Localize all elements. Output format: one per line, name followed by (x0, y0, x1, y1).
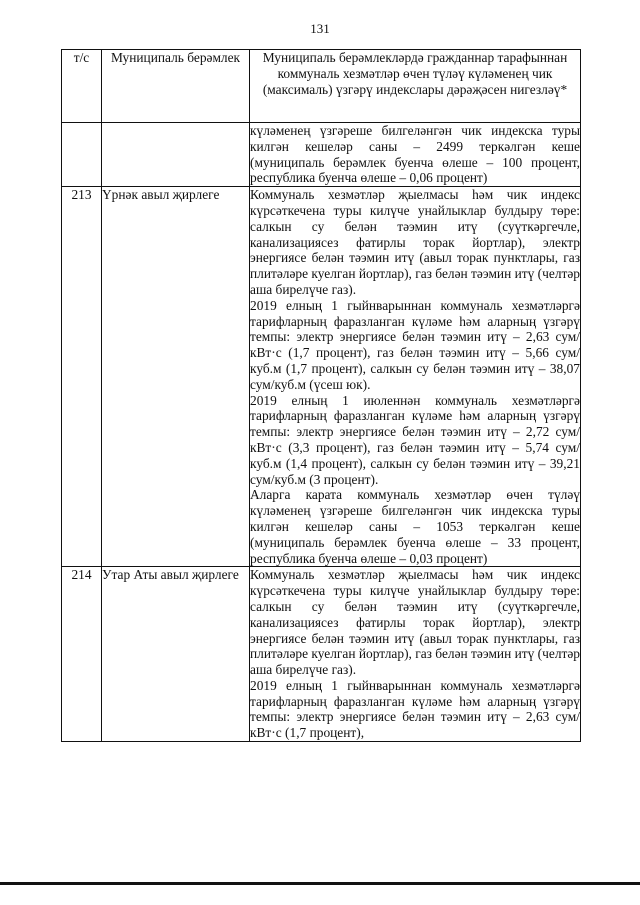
basis-paragraph: Аларга карата коммуналь хезмәтләр өчен түләү күләменең үзгәреше билгеләнгән чик индекска туры килгән кешеләр саны – 1053 теркәлгән кеше (муниципаль берәмлек буенча өлеше – 33 процент, республика буенча өлеше – 0,03 процент) (250, 487, 580, 566)
row-basis (250, 567, 581, 742)
row-municipality (102, 123, 250, 187)
basis-paragraph: 2019 елның 1 гыйнварыннан коммуналь хезмәтләргә тарифларның фаразланган күләме һәм аларның үзгәрү темпы: электр энергиясе белән тәэмин итү – 2,63 сум/кВт·с (1,7 процент), (250, 677, 580, 741)
table-header-row (62, 50, 581, 123)
basis-paragraph: 2019 елның 1 гыйнварыннан коммуналь хезмәтләргә тарифларның фаразланган күләме һәм аларның үзгәрү темпы: электр энергиясе белән тәэмин итү – 2,63 сум/кВт·с (1,7 процент), газ белән тәэмин итү – 5,66 сум/куб.м (1,7 процент), салкын су белән тәэмин итү – 38,07 сум/куб.м (үсеш юк). (250, 297, 580, 392)
page-number: 131 (310, 21, 330, 36)
table-row (62, 187, 581, 567)
row-number: 213 (62, 187, 102, 567)
table-row (62, 567, 581, 742)
basis-paragraph: күләменең үзгәреше билгеләнгән чик индекска туры килгән кешеләр саны – 2499 теркәлгән кеше (муниципаль берәмлек буенча өлеше – 100 процент, республика буенча өлеше – 0,06 процент) (250, 123, 580, 186)
header-basis: Муниципаль берәмлекләрдә гражданнар тарафыннан коммуналь хезмәтләр өчен түләү күләменең чик (максималь) үзгәрү индекслары дәрәҗәсен нигезләү* (250, 50, 581, 123)
bottom-border-line (0, 882, 640, 885)
row-basis (250, 187, 581, 567)
basis-paragraph: Коммуналь хезмәтләр җыелмасы һәм чик индекс күрсәткечена туры килүче унайлыклар булдыру төре: салкын су белән тәэмин итү (суүткәргечле, канализациясез фатирлы торак йортлар), электр энергиясе белән тәэмин итү (авыл торак пунктлары, газ плитәләре куелган йортлар), газ белән тәэмин итү (челтәр аша бирелүче газ). (250, 187, 580, 297)
row-number: 214 (62, 567, 102, 742)
basis-paragraph: 2019 елның 1 июленнән коммуналь хезмәтләргә тарифларның фаразланган күләме һәм аларның үзгәрү темпы: электр энергиясе белән тәэмин итү – 2,72 сум/кВт·с (3,3 процент), газ белән тәэмин итү – 5,74 сум/куб.м (1,4 процент), салкын су белән тәэмин итү – 39,21 сум/куб.м (3 процент). (250, 392, 580, 487)
basis-paragraph: Коммуналь хезмәтләр җыелмасы һәм чик индекс күрсәткечена туры килүче унайлыклар булдыру төре: салкын су белән тәэмин итү (суүткәргечле, канализациясез фатирлы торак йортлар), электр энергиясе белән тәэмин итү (авыл торак пунктлары, газ плитәләре куелган йортлар), газ белән тәэмин итү (челтәр аша бирелүче газ). (250, 567, 580, 678)
table-row (62, 123, 581, 187)
header-municipality: Муниципаль берәмлек (102, 50, 250, 123)
row-municipality: Үрнәк авыл җирлеге (102, 187, 250, 567)
row-municipality: Утар Аты авыл җирлеге (102, 567, 250, 742)
tariff-index-table (61, 49, 581, 742)
row-number (62, 123, 102, 187)
header-number: т/с (62, 50, 102, 123)
row-basis (250, 123, 581, 187)
